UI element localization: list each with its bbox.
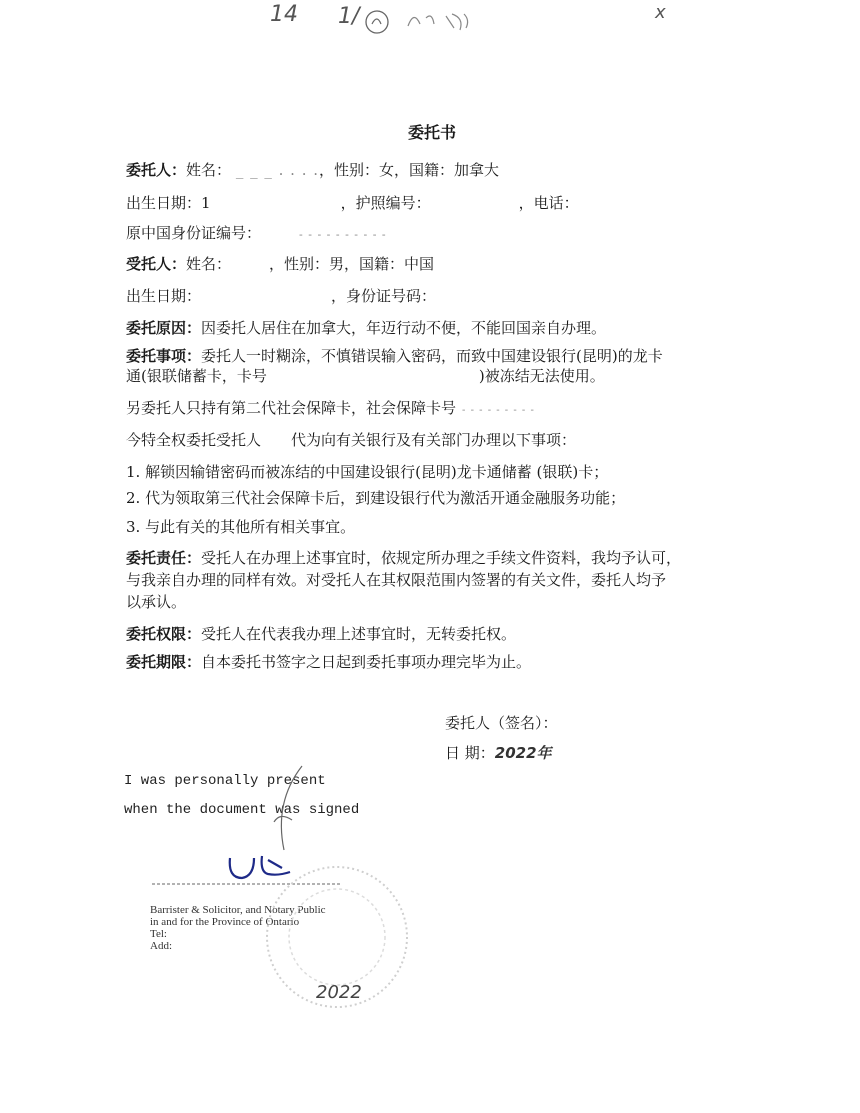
notary-tel: Tel: xyxy=(150,928,167,940)
notary-address: Add: xyxy=(150,940,172,952)
agent-name-line: 受托人：姓名： ，性别：男，国籍：中国 xyxy=(126,255,435,273)
signature-label: 委托人（签名）： xyxy=(445,714,558,732)
handwritten-stroke xyxy=(244,762,324,852)
handwritten-x-mark: x xyxy=(655,2,666,23)
social-card-line: 另委托人只持有第二代社会保障卡，社会保障卡号 - - - - - - - - - xyxy=(126,399,535,417)
principal-name-redacted: _ _ _ . . . . xyxy=(235,161,319,179)
authorize-line: 今特全权委托受托人 代为向有关银行及有关部门办理以下事项： xyxy=(126,431,577,449)
responsibility-line-2: 与我亲自办理的同样有效。对受托人在其权限范围内签署的有关文件，委托人均予 xyxy=(126,571,667,589)
responsibility-label: 委托责任： xyxy=(126,549,202,567)
reason-label: 委托原因： xyxy=(126,319,202,337)
handwritten-fraction: 1/ xyxy=(338,4,360,29)
handwritten-circle-mark xyxy=(362,8,392,36)
notary-statement-line-2: when the document was signed xyxy=(124,802,360,818)
handwritten-scribble xyxy=(404,6,474,34)
matter-line-2: 通(银联储蓄卡，卡号 )被冻结无法使用。 xyxy=(126,367,605,385)
principal-id-line: 原中国身份证编号： - - - - - - - - - - xyxy=(126,224,387,242)
period-line: 委托期限：自本委托书签字之日起到委托事项办理完毕为止。 xyxy=(126,653,532,671)
item-2: 2. 代为领取第三代社会保障卡后，到建设银行代为激活开通金融服务功能； xyxy=(126,489,626,507)
agent-birth-line: 出生日期： ，身份证号码： xyxy=(126,287,437,305)
notary-title: Barrister & Solicitor, and Notary Public xyxy=(150,904,326,916)
date-line: 日 期：2022年 xyxy=(445,744,552,762)
matter-line-1: 委托事项：委托人一时糊涂，不慎错误输入密码，而致中国建设银行(昆明)的龙卡 xyxy=(126,347,663,365)
reason-line: 委托原因：因委托人居住在加拿大，年迈行动不便，不能回国亲自办理。 xyxy=(126,319,607,337)
notary-province: in and for the Province of Ontario xyxy=(150,916,300,928)
handwritten-stamp-year: 2022 xyxy=(316,982,362,1003)
document-title: 委托书 xyxy=(408,123,457,142)
item-3: 3. 与此有关的其他所有相关事宜。 xyxy=(126,518,356,536)
principal-id-redacted: - - - - - - - - - - xyxy=(299,228,387,241)
handwritten-date: 2022年 xyxy=(494,744,552,762)
period-label: 委托期限： xyxy=(126,653,202,671)
principal-birth-line: 出生日期：1 ，护照编号： ，电话： xyxy=(126,194,579,212)
handwritten-number: 14 xyxy=(270,2,298,27)
responsibility-line-1: 委托责任：受托人在办理上述事宜时，依规定所办理之手续文件资料，我均予认可， xyxy=(126,549,682,567)
authority-line: 委托权限：受托人在代表我办理上述事宜时，无转委托权。 xyxy=(126,625,517,643)
matter-label: 委托事项： xyxy=(126,347,202,365)
principal-label: 委托人： xyxy=(126,161,187,179)
agent-label: 受托人： xyxy=(126,255,187,273)
responsibility-line-3: 以承认。 xyxy=(126,593,187,611)
authority-label: 委托权限： xyxy=(126,625,202,643)
item-1: 1. 解锁因输错密码而被冻结的中国建设银行(昆明)龙卡通储蓄 (银联)卡； xyxy=(126,463,609,481)
principal-name-line: 委托人：姓名： _ _ _ . . . .，性别：女，国籍：加拿大 xyxy=(126,161,500,179)
notary-statement-line-1: I was personally present xyxy=(124,773,326,789)
social-card-redacted: - - - - - - - - - xyxy=(462,405,535,416)
principal-birth-value: 1 xyxy=(201,194,211,212)
